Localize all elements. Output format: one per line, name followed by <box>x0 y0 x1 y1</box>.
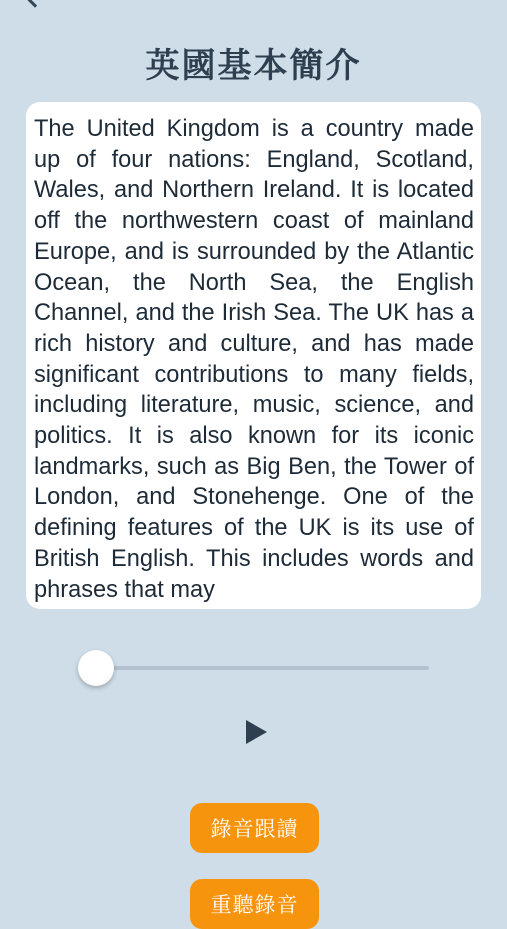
slider-thumb[interactable] <box>78 650 114 686</box>
audio-progress-slider[interactable] <box>96 650 429 686</box>
back-arrow-icon[interactable] <box>22 0 47 8</box>
play-icon <box>246 720 267 744</box>
play-button[interactable] <box>232 710 276 754</box>
replay-recording-button[interactable]: 重聽錄音 <box>190 879 319 929</box>
slider-track[interactable] <box>96 666 429 670</box>
record-follow-button[interactable]: 錄音跟讀 <box>190 803 319 853</box>
article-text: The United Kingdom is a country made up of four nations: England, Scotland, Wales, and Northern Ireland. It is located off the northwestern coast of mainland Europe, and is surrounded by the Atlantic Ocean, the North Sea, the English Channel, and the Irish Sea. The UK has a rich history and culture, and has made significant contributions to many fields, including literature, music, science, and politics. It is also known for its iconic landmarks, such as Big Ben, the Tower of London, and Stonehenge. One of the defining features of the UK is its use of British English. This includes words and phrases that may <box>34 116 474 603</box>
page-title: 英國基本簡介 <box>145 46 362 86</box>
article-card <box>26 102 481 609</box>
